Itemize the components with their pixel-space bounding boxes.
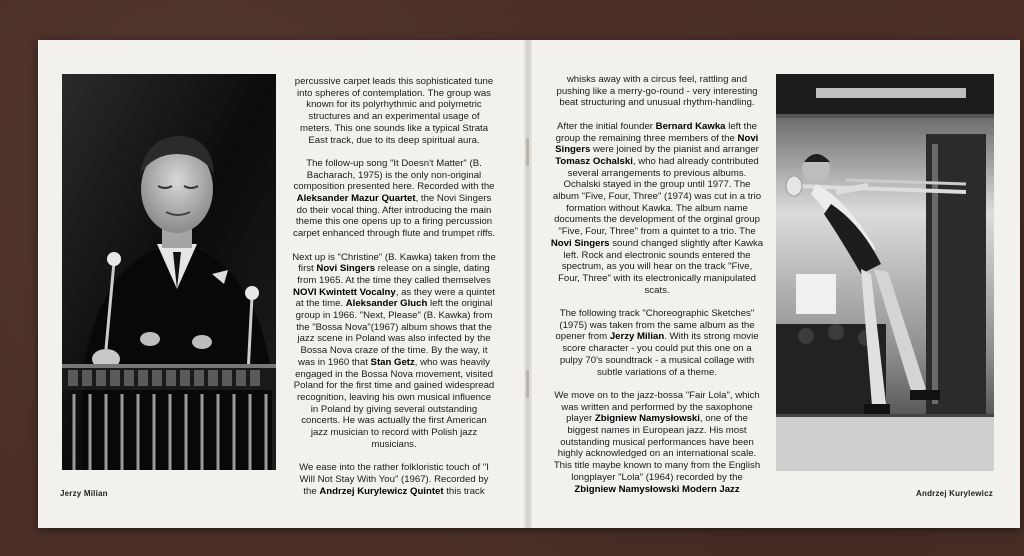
paragraph xyxy=(550,390,764,495)
text-run: , the Novi Singers do their vocal thing. After introducing the main theme this one opens up to a firing percussion carpet enhanced through flute and trumpet riffs. xyxy=(293,193,495,240)
jerzy-milian-photo xyxy=(62,74,276,470)
text-run: sound changed slightly after Kawka left. Rock and electronic sounds entered the spectrum, as you will hear on the track "Five, Four, Three" with its electronically manipulated scats. xyxy=(558,237,764,296)
text-run: Next up is "Christine" (B. Kawka) taken from the first xyxy=(292,251,496,275)
andrzej-kurylewicz-photo xyxy=(776,74,994,471)
bold-name: Zbigniew Namysłowski xyxy=(594,413,700,425)
text-run: The following track "Choreographic Sketches" (1975) was taken from the same album as the opener from xyxy=(555,308,755,343)
cd-booklet xyxy=(38,40,1020,528)
text-run: whisks away with a circus feel, rattling and pushing like a merry-go-round - very interesting beat structuring and unusual rhythm-handling. xyxy=(556,74,758,109)
text-run: left the original group in 1966. "Next, Please" (B. Kawka) from the "Bossa Nova"(1967) album shows that the jazz scene in Poland was also infected by the Bossa Nova craze of the time. By the way, it was in 1960 that xyxy=(295,298,493,368)
paragraph xyxy=(292,76,496,146)
bold-name: Aleksander Mazur Quartet xyxy=(296,193,416,205)
paragraph xyxy=(292,462,496,497)
text-run: . With its strong movie score character - you could put this one on a pulpy 70's soundtrack - a musical collage with subtle variations of a theme. xyxy=(559,331,759,378)
photo-caption-left: Jerzy Milian xyxy=(60,489,108,498)
text-run: left the group the remaining three members of the xyxy=(555,120,757,144)
bold-name: Tomasz Ochalski xyxy=(555,155,633,167)
text-run: The follow-up song "It Doesn't Matter" (B. Bacharach, 1975) is the only non-original composition presented here. Recorded with the xyxy=(293,157,495,193)
bold-name: Zbigniew Namysłowski Modern Jazz xyxy=(574,483,740,495)
trumpet-player-photo-icon xyxy=(776,74,994,471)
bold-name: Stan Getz xyxy=(370,356,415,368)
bold-name: Novi Singers xyxy=(550,237,610,249)
text-run: , as they were a quintet at the time. xyxy=(295,286,495,310)
text-run: We ease into the rather folkloristic touch of "I Will Not Stay With You" (1967). Recorded by the xyxy=(299,462,489,497)
bold-name: NOVI Kwintett Vocalny xyxy=(293,286,396,298)
text-run: , who was heavily engaged in the Bossa Nova movement, visited Poland for the first time and gained widespread recognition, leaving his own musical influence in Poland by giving several outstanding concerts. He was actually the first American jazz musician to record with Polish jazz musicians. xyxy=(293,356,495,450)
text-run: , one of the biggest names in European jazz. His most outstanding musical performances have been highly acknowledged on an international scale. This title maybe known to many from the English longplayer "Lola" (1964) recorded by the xyxy=(553,413,761,483)
right-text-column xyxy=(550,74,764,507)
musician-vibraphone-photo-icon xyxy=(62,74,276,470)
right-page xyxy=(528,40,1020,528)
text-run: After the initial founder xyxy=(557,120,656,132)
paragraph xyxy=(550,308,764,378)
text-run: release on a single, dating from 1965. At the time they called themselves xyxy=(297,263,491,286)
text-run: percussive carpet leads this sophisticated tune into spheres of contemplation. The group was known for its polyrhythmic and polymetric structures and an experimental usage of meters. This one sounds like a typical Strata East track, due to its deep spiritual aura. xyxy=(294,76,494,146)
bold-name: Novi Singers xyxy=(316,263,376,275)
paragraph xyxy=(292,252,496,451)
bold-name: Bernard Kawka xyxy=(655,120,726,132)
bold-name: Aleksander Gluch xyxy=(345,298,428,310)
text-run: , who had already contributed several arrangements to previous albums. Ochalski stayed in the group until 1977. The album "Five, Four, Three" (1974) was cut in a trio formation without Kawka. The album name documents the development of the orginal group "Five, Four, Three" from a quintet to a trio. The xyxy=(552,155,762,238)
text-run: this track xyxy=(443,485,485,497)
photo-caption-right: Andrzej Kurylewicz xyxy=(916,489,993,498)
paragraph xyxy=(550,74,764,109)
paragraph xyxy=(550,121,764,297)
bold-name: Novi Singers xyxy=(555,132,759,156)
left-text-column xyxy=(292,76,496,509)
left-page xyxy=(38,40,528,528)
bold-name: Jerzy Milian xyxy=(609,331,665,343)
text-run: were joined by the pianist and arranger xyxy=(590,144,759,156)
bold-name: Andrzej Kurylewicz Quintet xyxy=(319,485,444,497)
paragraph xyxy=(292,158,496,240)
text-run: We move on to the jazz-bossa "Fair Lola", which was written and performed by the saxophone player xyxy=(554,389,760,425)
